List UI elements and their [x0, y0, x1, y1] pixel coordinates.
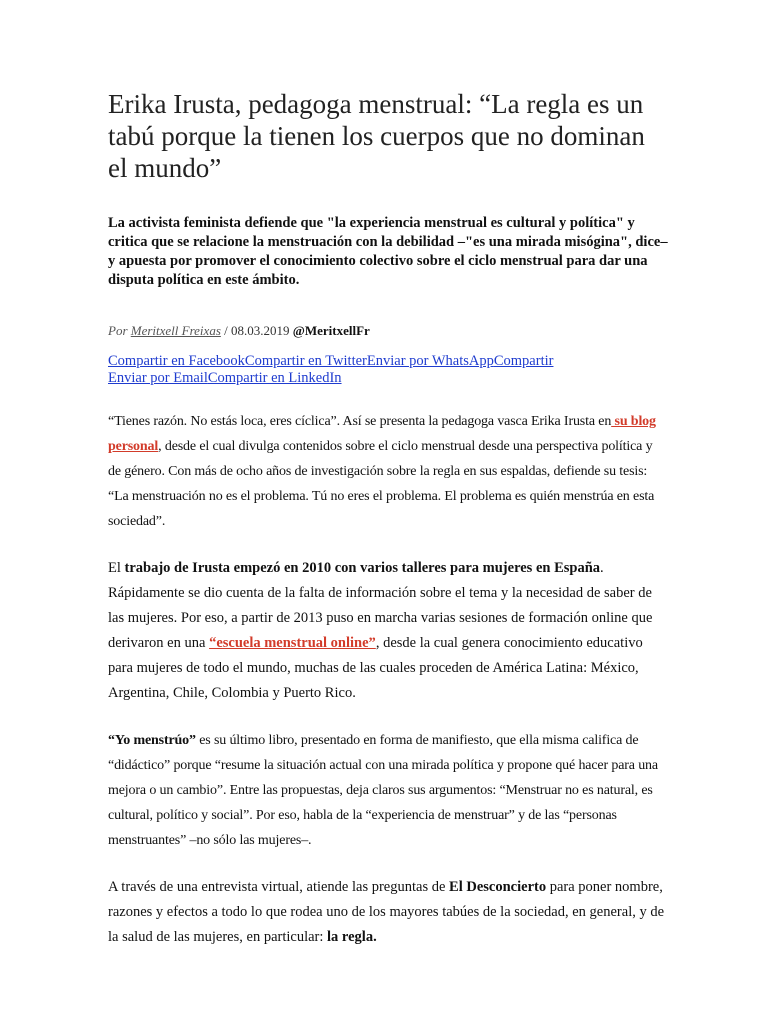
paragraph-2-text-c: , desde la cual genera conocimiento educativo para mujeres de todo el mundo, muchas de las cuales proceden de América Latina: México, Argentina, Chile, Colombia y Puerto Rico. [108, 635, 643, 701]
share-linkedin-link[interactable]: Compartir en LinkedIn [207, 370, 342, 386]
paragraph-2-text-b: . Rápidamente se dio cuenta de la falta de información sobre el tema y la necesidad de saber de las mujeres. Por eso, a partir de 2013 puso en marcha varias sesiones de formación online que derivaron en una [108, 560, 653, 651]
paragraph-2-bold: trabajo de Irusta empezó en 2010 con varios talleres para mujeres en España [124, 560, 601, 576]
online-school-link[interactable]: “escuela menstrual online” [209, 635, 376, 651]
paragraph-1-text-b: , desde el cual divulga contenidos sobre el ciclo menstrual desde una perspectiva política y de género. Con más de ocho años de investigación sobre la regla en sus espaldas, defiende su tesis: “La menstruación no es el problema. Tú no eres el problema. El problema es quién menstrúa en esta sociedad”. [108, 439, 655, 529]
paragraph-2-text-a: El [108, 560, 125, 576]
article-title: Erika Irusta, pedagoga menstrual: “La regla es un tabú porque la tienen los cuerpos que no dominan el mundo” [108, 89, 645, 183]
paragraph-4 [108, 875, 668, 950]
byline-por: Por [108, 323, 128, 338]
paragraph-3-text: es su último libro, presentado en forma de manifiesto, que ella misma califica de “didáctico” porque “resume la situación actual con una mirada política y propone qué hacer para una mejora o un cambio”. Entre las propuestas, deja claros sus argumentos: “Menstruar no es natural, es cultural, político y social”. Por eso, habla de la “experiencia de menstruar” y de las “personas menstruantes” –no sólo las mujeres–. [108, 733, 658, 848]
paragraph-4-text-b: para poner nombre, razones y efectos a todo lo que rodea uno de los mayores tabúes de la sociedad, en general, y de la salud de las mujeres, en particular: [108, 879, 665, 945]
author-link[interactable]: Meritxell Freixas [130, 323, 221, 338]
publication-name: El Desconcierto [449, 879, 547, 895]
share-whatsapp-link[interactable]: Enviar por WhatsApp [366, 353, 494, 369]
book-title: “Yo menstrúo” [108, 733, 196, 748]
share-email-link[interactable]: Enviar por Email [108, 370, 208, 386]
share-links [108, 353, 668, 387]
share-link[interactable]: Compartir [493, 353, 554, 369]
twitter-handle[interactable]: @MeritxellFr [292, 323, 370, 338]
blog-link[interactable]: su blog personal [108, 414, 656, 454]
paragraph-4-text-a: A través de una entrevista virtual, atiende las preguntas de [108, 879, 450, 895]
share-facebook-link[interactable]: Compartir en Facebook [108, 353, 245, 369]
paragraph-1 [108, 409, 668, 534]
byline [108, 322, 668, 339]
share-twitter-link[interactable]: Compartir en Twitter [244, 353, 367, 369]
article [108, 88, 668, 950]
paragraph-1-text-a: “Tienes razón. No estás loca, eres cíclica”. Así se presenta la pedagoga vasca Erika Irusta en [108, 414, 612, 429]
paragraph-4-bold-end: la regla. [327, 929, 377, 945]
publish-date: / 08.03.2019 [220, 323, 293, 338]
article-lead: La activista feminista defiende que "la experiencia menstrual es cultural y política" y critica que se relacione la menstruación con la debilidad –"es una mirada misógina", dice– y apuesta por promover el conocimiento colectivo sobre el ciclo menstrual para dar una disputa política en este ámbito. [108, 215, 668, 288]
paragraph-2 [108, 556, 668, 706]
paragraph-3 [108, 728, 668, 853]
